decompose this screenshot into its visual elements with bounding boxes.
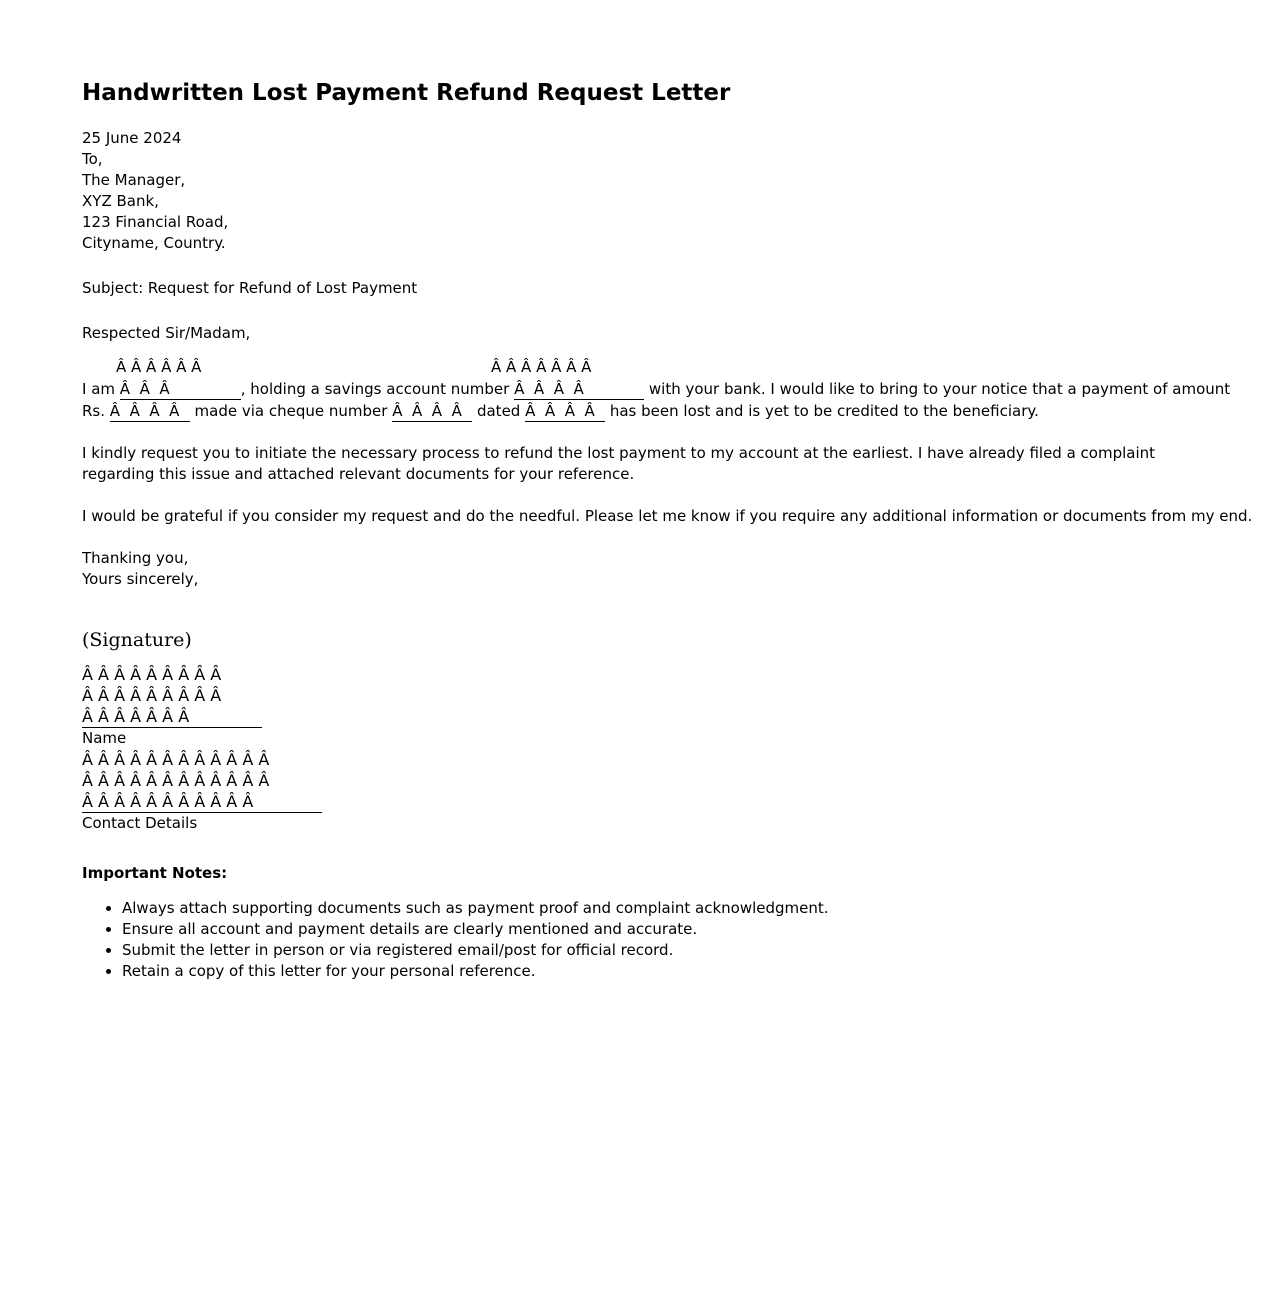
contact-details-label: Contact Details: [82, 814, 198, 832]
contact-fill-line: Â Â Â Â Â Â Â Â Â Â Â Â: [82, 771, 270, 790]
address-line: The Manager,: [82, 171, 186, 189]
contact-fill-line: Â Â Â Â Â Â Â Â Â Â Â Â: [82, 750, 270, 769]
body-text: with your bank. I would like to bring to your notice that a payment of amount: [644, 380, 1231, 398]
list-item: • Submit the letter in person or via registered email/post for official record.: [122, 940, 1192, 961]
body-text: Rs.: [82, 402, 110, 420]
letter-subject: Subject: Request for Refund of Lost Payment: [82, 279, 418, 297]
name-blank[interactable]: Â Â Â: [120, 379, 241, 400]
address-line: XYZ Bank,: [82, 192, 159, 210]
name-overline: Â Â Â Â Â Â: [116, 358, 202, 376]
notes-heading: Important Notes:: [82, 864, 228, 882]
address-line: 123 Financial Road,: [82, 213, 229, 231]
notes-list: [82, 898, 1192, 982]
body-text: dated: [472, 402, 526, 420]
name-field[interactable]: [82, 664, 1192, 728]
body-text: made via cheque number: [189, 402, 393, 420]
name-fill-line: Â Â Â Â Â Â Â Â Â: [82, 665, 222, 684]
account-overline: Â Â Â Â Â Â Â: [491, 358, 592, 376]
letter-date: 25 June 2024: [82, 129, 182, 147]
address-line: Cityname, Country.: [82, 234, 226, 252]
address-line: To,: [82, 150, 103, 168]
salutation: Respected Sir/Madam,: [82, 324, 251, 342]
letter-body-paragraph-3: I would be grateful if you consider my request and do the needful. Please let me know if you require any additional information or documents from my end.: [82, 507, 1253, 525]
letter-body-paragraph-1: [82, 357, 1231, 422]
list-item: • Retain a copy of this letter for your personal reference.: [122, 961, 1192, 982]
letter-body-paragraph-2: I kindly request you to initiate the necessary process to refund the lost payment to my account at the earliest. I have already filed a complaint regarding this issue and attached relevant documents for your reference.: [82, 444, 1156, 483]
signature-label: (Signature): [82, 629, 192, 651]
closing-line: Yours sincerely,: [82, 570, 199, 588]
contact-details-field[interactable]: [82, 749, 1192, 813]
name-fill-line: Â Â Â Â Â Â Â: [82, 706, 262, 728]
page-title: Handwritten Lost Payment Refund Request Letter: [82, 80, 731, 106]
amount-blank[interactable]: Â Â Â Â: [109, 402, 189, 420]
contact-fill-line: Â Â Â Â Â Â Â Â Â Â Â: [82, 791, 322, 813]
body-text: I am: [82, 380, 120, 398]
closing-line: Thanking you,: [82, 549, 189, 567]
list-item: • Always attach supporting documents such as payment proof and complaint acknowledgment.: [122, 898, 1192, 919]
name-label: Name: [82, 729, 127, 747]
body-text: has been lost and is yet to be credited to the beneficiary.: [605, 402, 1039, 420]
body-text: , holding a savings account number: [240, 380, 515, 398]
cheque-date-blank[interactable]: Â Â Â Â: [525, 402, 605, 420]
recipient-address: [82, 149, 1192, 254]
account-number-blank[interactable]: Â Â Â Â: [514, 379, 644, 400]
cheque-number-blank[interactable]: Â Â Â Â: [392, 402, 472, 420]
list-item: • Ensure all account and payment details are clearly mentioned and accurate.: [122, 919, 1192, 940]
name-fill-line: Â Â Â Â Â Â Â Â Â: [82, 686, 222, 705]
